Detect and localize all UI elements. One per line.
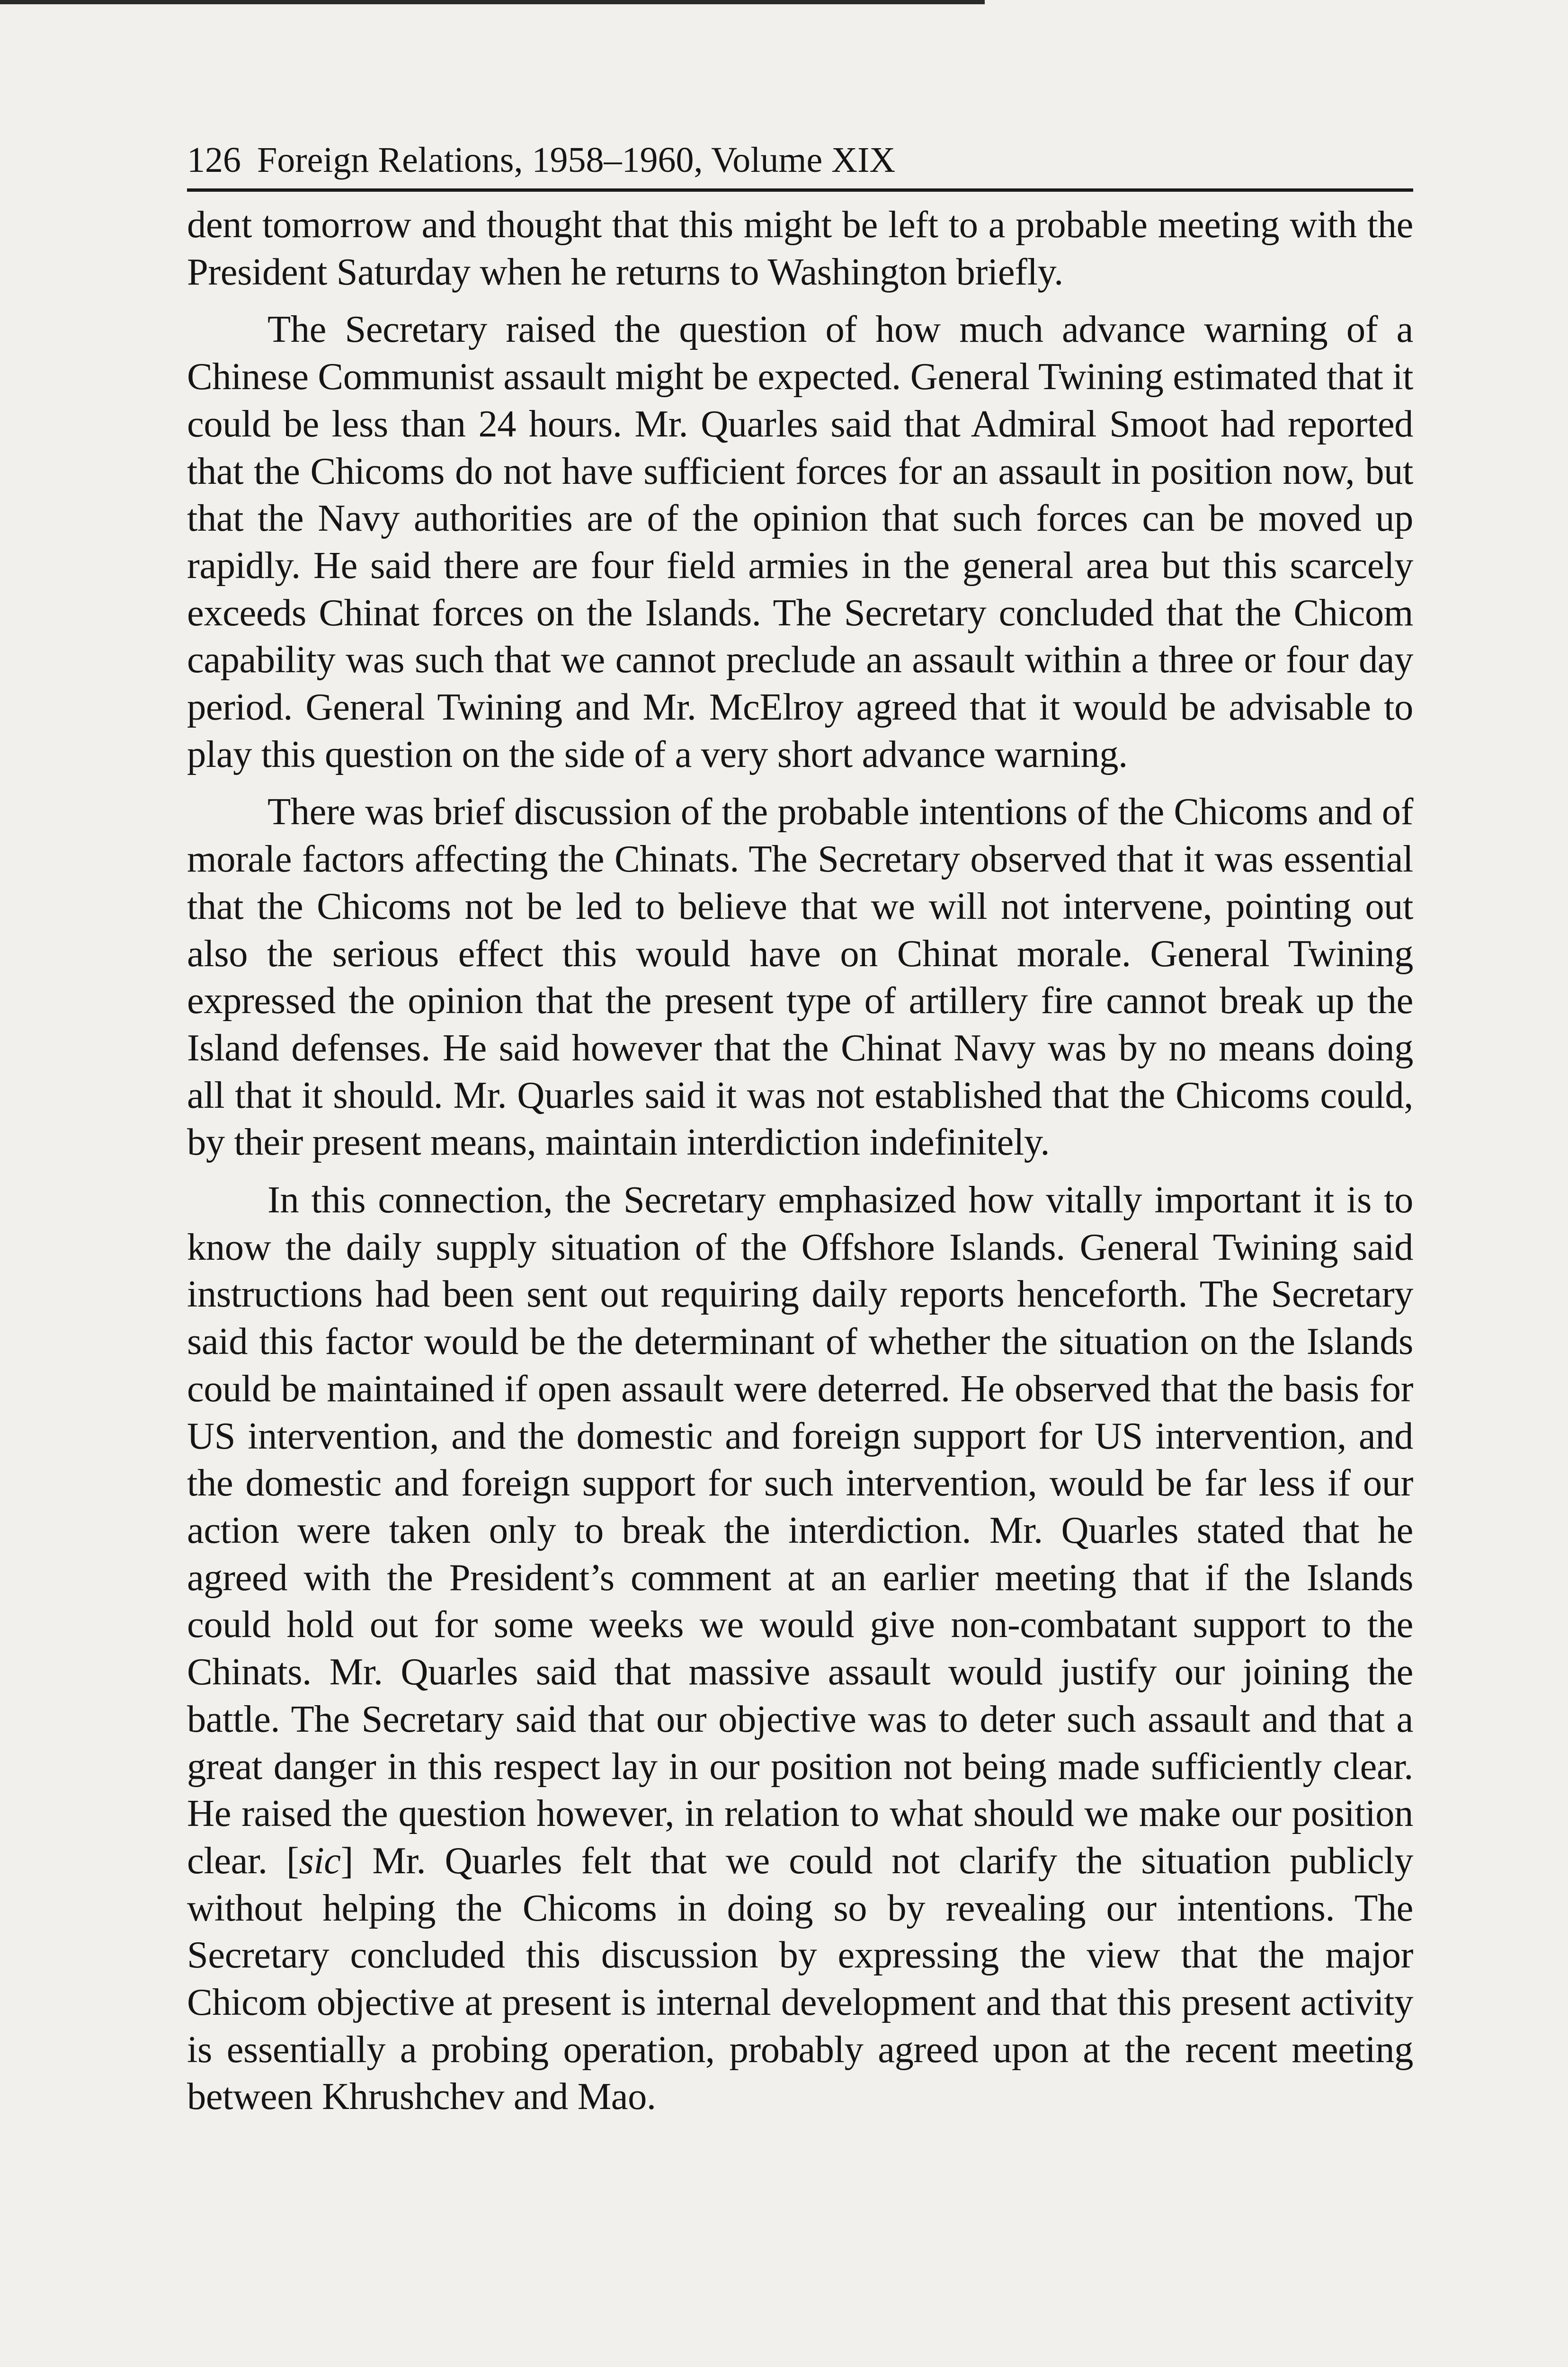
paragraph-text-after-sic: Mr. Quarles felt that we could not clarify the situation publicly without helping the Chicoms in doing so by revealing our intentions. The Secretary concluded this discussion by expressing the view that the major Chicom objective at present is internal development and that this present activity is essentially a probing operation, probably agreed upon at the recent meeting between Khrushchev and Mao. — [187, 1839, 1413, 2118]
paragraph-advance-warning: The Secretary raised the question of how much advance warning of a Chinese Communist assault might be expected. General Twining estimated that it could be less than 24 hours. Mr. Quarles said that Admiral Smoot had reported that the Chicoms do not have sufficient forces for an assault in position now, but that the Navy authorities are of the opinion that such forces can be moved up rapidly. He said there are four field armies in the general area but this scarcely exceeds Chinat forces on the Islands. The Secretary concluded that the Chicom capability was such that we cannot preclude an assault within a three or four day period. General Twining and Mr. McElroy agreed that it would be advisable to play this question on the side of a very short advance warning. — [187, 308, 1413, 775]
body-text — [187, 201, 1413, 2120]
page-number: 126 — [187, 140, 241, 180]
paragraph-text-before-sic: In this connection, the Secretary emphasized how vitally important it is to know the daily supply situation of the Offshore Islands. General Twining said instructions had been sent out requiring daily reports henceforth. The Secretary said this factor would be the determinant of whether the situation on the Islands could be maintained if open assault were deterred. He observed that the basis for US intervention, and the domestic and foreign support for US intervention, and the domestic and foreign support for such intervention, would be far less if our action were taken only to break the interdiction. Mr. Quarles stated that he agreed with the President’s comment at an earlier meeting that if the Islands could hold out for some weeks we would give non-combatant support to the Chinats. Mr. Quarles said that massive assault would justify our joining the battle. The Secretary said that our objective was to deter such assault and that a great danger in this respect lay in our position not being made sufficiently clear. He raised the question however, in relation to what should we make our position clear. — [187, 1179, 1413, 1882]
running-header — [187, 142, 1413, 192]
sic-open-bracket: [ — [286, 1839, 299, 1882]
sic-close-bracket: ] — [340, 1839, 354, 1882]
scan-top-edge — [0, 0, 985, 4]
document-page — [187, 142, 1413, 2131]
paragraph-morale: There was brief discussion of the probable intentions of the Chicoms and of morale factors affecting the Chinats. The Secretary observed that it was essential that the Chicoms not be led to believe that we will not intervene, pointing out also the serious effect this would have on Chinat morale. General Twining expressed the opinion that the present type of artillery fire cannot break up the Island defenses. He said however that the Chinat Navy was by no means doing all that it should. Mr. Quarles said it was not established that the Chicoms could, by their present means, maintain interdiction indefinitely. — [187, 791, 1413, 1164]
running-header-title: Foreign Relations, 1958–1960, Volume XIX — [257, 140, 896, 180]
paragraph-continuation: dent tomorrow and thought that this might be left to a probable meeting with the President Saturday when he returns to Washington briefly. — [187, 204, 1413, 293]
sic-annotation: sic — [299, 1839, 341, 1882]
paragraph-supply-situation — [187, 1176, 1413, 2120]
